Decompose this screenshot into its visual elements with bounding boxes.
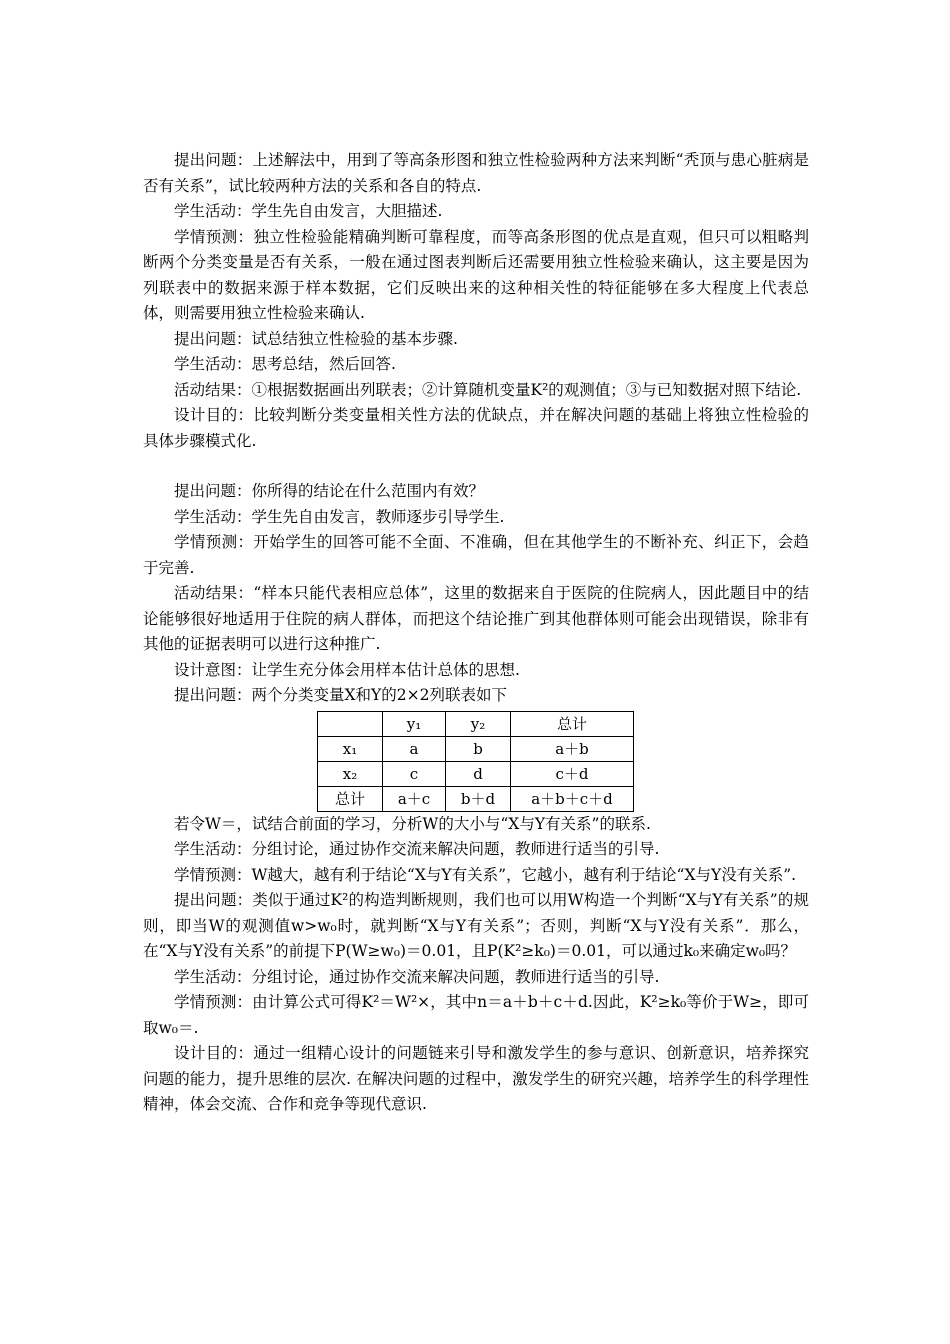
table-cell: c＋d bbox=[511, 761, 634, 786]
paragraph: 提出问题：类似于通过K²的构造判断规则，我们也可以用W构造一个判断“X与Y有关系”的规则，即当W的观测值w>w₀时，就判断“X与Y有关系”；否则，判断“X与Y没有关系”．那么，在“X与Y没有关系”的前提下P(W≥w₀)＝0.01，且P(K²≥k₀)＝0.01，可以通过k₀来确定w₀吗？ bbox=[143, 891, 809, 960]
paragraph: 学生活动：学生先自由发言，大胆描述. bbox=[174, 202, 443, 220]
table-cell: y₂ bbox=[446, 711, 511, 736]
table-cell: 总计 bbox=[318, 786, 383, 811]
paragraph: 活动结果：①根据数据画出列联表；②计算随机变量K²的观测值；③与已知数据对照下结论. bbox=[174, 380, 802, 399]
paragraph: 设计目的：比较判断分类变量相关性方法的优缺点，并在解决问题的基础上将独立性检验的具体步骤模式化. bbox=[143, 406, 809, 450]
table-cell: x₁ bbox=[318, 736, 383, 761]
paragraph: 学情预测：开始学生的回答可能不全面、不准确，但在其他学生的不断补充、纠正下，会趋于完善. bbox=[143, 533, 809, 577]
paragraph: 学生活动：学生先自由发言，教师逐步引导学生. bbox=[174, 507, 505, 526]
table-cell: c bbox=[383, 761, 446, 786]
paragraph: 学生活动：思考总结，然后回答. bbox=[174, 355, 396, 373]
paragraph: 设计目的：通过一组精心设计的问题链来引导和激发学生的参与意识、创新意识，培养探究问题的能力，提升思维的层次. 在解决问题的过程中，激发学生的研究兴趣，培养学生的科学理性精神，体会交流、合作和竞争等现代意识. bbox=[143, 1044, 809, 1113]
table-cell: a＋c bbox=[383, 786, 446, 811]
table-header-row bbox=[318, 711, 634, 736]
paragraph: 提出问题：试总结独立性检验的基本步骤. bbox=[174, 329, 458, 348]
table-cell: 总计 bbox=[511, 711, 634, 736]
paragraph: 学情预测：W越大，越有利于结论“X与Y有关系”，它越小，越有利于结论“X与Y没有关系”. bbox=[174, 865, 797, 884]
paragraph: 提出问题：两个分类变量X和Y的2×2列联表如下 bbox=[174, 686, 507, 704]
table-row bbox=[318, 736, 634, 761]
paragraph: 活动结果：“样本只能代表相应总体”，这里的数据来自于医院的住院病人，因此题目中的结论能够很好地适用于住院的病人群体，而把这个结论推广到其他群体则可能会出现错误，除非有其他的证据表明可以进行这种推广. bbox=[143, 584, 809, 653]
table-row bbox=[318, 786, 634, 811]
contingency-table bbox=[317, 711, 634, 812]
paragraph: 学生活动：分组讨论，通过协作交流来解决问题，教师进行适当的引导. bbox=[174, 967, 660, 986]
table-cell: b bbox=[446, 736, 511, 761]
paragraph: 若令W＝，试结合前面的学习，分析W的大小与“X与Y有关系”的联系. bbox=[174, 814, 651, 833]
table-cell: a bbox=[383, 736, 446, 761]
contingency-table-wrapper bbox=[317, 711, 809, 812]
table-cell: a＋b bbox=[511, 736, 634, 761]
paragraph: 学情预测：独立性检验能精确判断可靠程度，而等高条形图的优点是直观，但只可以粗略判断两个分类变量是否有关系，一般在通过图表判断后还需要用独立性检验来确认，这主要是因为列联表中的数据来源于样本数据，它们反映出来的这种相关性的特征能够在多大程度上代表总体，则需要用独立性检验来确认. bbox=[143, 227, 809, 322]
table-cell: a＋b＋c＋d bbox=[511, 786, 634, 811]
table-cell: d bbox=[446, 761, 511, 786]
paragraph: 学情预测：由计算公式可得K²＝W²×，其中n＝a＋b＋c＋d.因此，K²≥k₀等价于W≥，即可取w₀＝. bbox=[143, 993, 809, 1037]
table-cell bbox=[318, 711, 383, 736]
paragraph: 提出问题：上述解法中，用到了等高条形图和独立性检验两种方法来判断“秃顶与患心脏病是否有关系”，试比较两种方法的关系和各自的特点. bbox=[143, 151, 809, 195]
paragraph: 学生活动：分组讨论，通过协作交流来解决问题，教师进行适当的引导. bbox=[174, 840, 660, 858]
section-spacer bbox=[143, 454, 809, 479]
paragraph: 设计意图：让学生充分体会用样本估计总体的思想. bbox=[174, 660, 520, 679]
document-body bbox=[143, 148, 809, 1118]
table-cell: b＋d bbox=[446, 786, 511, 811]
table-cell: y₁ bbox=[383, 711, 446, 736]
table-cell: x₂ bbox=[318, 761, 383, 786]
paragraph: 提出问题：你所得的结论在什么范围内有效？ bbox=[174, 482, 485, 500]
table-row bbox=[318, 761, 634, 786]
